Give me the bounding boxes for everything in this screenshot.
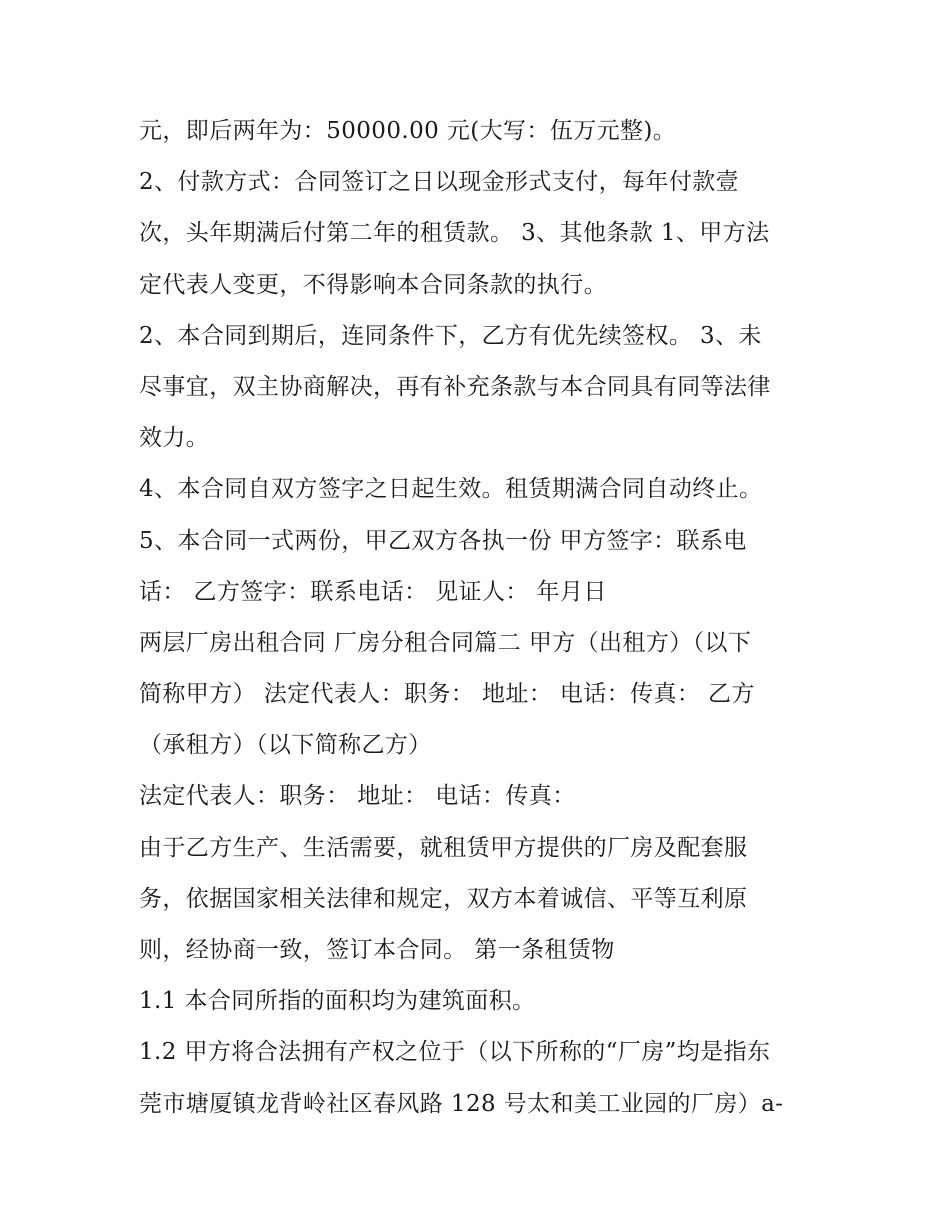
text-line: 由于乙方生产、生活需要，就租赁甲方提供的厂房及配套服: [139, 834, 748, 861]
text-line: 话： 乙方签字：联系电话： 见证人： 年月日: [139, 578, 607, 605]
text-line: 次，头年期满后付第二年的租赁款。 3、其他条款 1、甲方法: [139, 220, 770, 247]
text-line: 1.1 本合同所指的面积均为建筑面积。: [139, 988, 536, 1015]
text-line: 4、本合同自双方签字之日起生效。租赁期满合同自动终止。: [139, 476, 763, 503]
text-line: 务，依据国家相关法律和规定，双方本着诚信、平等互利原: [139, 885, 748, 912]
text-line: 两层厂房出租合同 厂房分租合同篇二 甲方（出租方）（以下: [139, 629, 752, 656]
text-line: 2、本合同到期后，连同条件下，乙方有优先续签权。 3、未: [139, 322, 762, 349]
text-line: 则，经协商一致，签订本合同。 第一条租赁物: [139, 937, 615, 963]
text-line: 5、本合同一式两份，甲乙双方各执一份 甲方签字：联系电: [139, 527, 747, 554]
text-line: 简称甲方） 法定代表人：职务： 地址： 电话：传真： 乙方: [139, 681, 755, 708]
text-line: 2、付款方式：合同签订之日以现金形式支付，每年付款壹: [139, 169, 740, 196]
contract-text: [139, 106, 839, 1130]
text-line: 1.2 甲方将合法拥有产权之位于（以下所称的“厂房”均是指东: [139, 1039, 771, 1066]
text-line: 法定代表人：职务： 地址： 电话：传真：: [139, 783, 576, 810]
text-line: 定代表人变更，不得影响本合同条款的执行。: [139, 271, 607, 298]
text-line: 效力。: [139, 425, 210, 452]
text-line: 莞市塘厦镇龙背岭社区春风路 128 号太和美工业园的厂房）a-: [139, 1090, 784, 1117]
text-line: 尽事宜，双主协商解决，再有补充条款与本合同具有同等法律: [139, 373, 771, 400]
text-line: （承租方）（以下简称乙方）: [139, 732, 432, 759]
text-line: 元，即后两年为：50000.00 元(大写：伍万元整)。: [139, 118, 677, 144]
